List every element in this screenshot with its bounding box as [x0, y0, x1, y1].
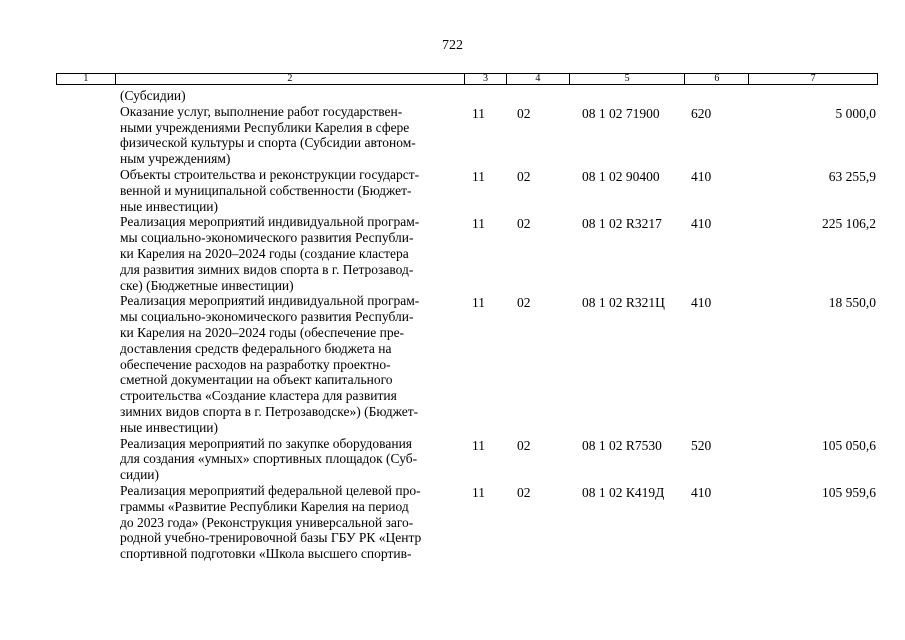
header-col-7: 7 — [810, 73, 816, 84]
row-subsection: 02 — [517, 168, 531, 184]
row-expense-type: 410 — [691, 168, 712, 184]
header-col-4: 4 — [507, 74, 570, 84]
row-section: 11 — [472, 484, 485, 500]
row-subsection: 02 — [517, 484, 531, 500]
row-subsection: 02 — [517, 295, 531, 311]
row-description: Реализация мероприятий индивидуальной програм- мы социально-экономического развития Республи- ки Карелия на 2020–2024 годы (обеспечение пре- доставления средств федерального бюджета на обеспечение расходов на разработку проектно- сметной документации на объект капитального строительства «Создание кластера для развития зимних видов спорта в г. Петрозаводске») (Бюджет- ные инвестиции) — [120, 293, 420, 435]
row-section: 11 — [472, 295, 485, 311]
row-section: 11 — [472, 437, 485, 453]
row-section: 11 — [472, 216, 485, 232]
row-amount: 5 000,0 — [835, 106, 876, 121]
row-expense-type: 520 — [691, 437, 712, 453]
row-target-code: 08 1 02 К419Д — [582, 484, 665, 500]
row-target-code: 08 1 02 R3217 — [582, 216, 662, 232]
row-description: Реализация мероприятий федеральной целевой про- граммы «Развитие Республики Карелия на период до 2023 года» (Реконструкция универсальной заго- родной учебно-тренировочной базы ГБУ РК «Центр спортивной подготовки «Школа высшего спортив- — [120, 482, 422, 562]
row-amount: 18 550,0 — [828, 295, 876, 311]
row-target-code: 08 1 02 R321Ц — [582, 295, 665, 311]
row-description: Реализация мероприятий индивидуальной програм- мы социально-экономического развития Республи- ки Карелия на 2020–2024 годы (создание кластера для развития зимних видов спорта в г. Петрозавод- ске) (Бюджетные инвестиции) — [120, 214, 420, 293]
page-number: 722 — [442, 38, 463, 53]
table-row — [0, 214, 905, 293]
table-row — [0, 483, 905, 562]
row-target-code: 08 1 02 R7530 — [582, 437, 662, 453]
row-amount: 225 106,2 — [822, 216, 876, 232]
header-col-1: 1 — [57, 74, 116, 84]
row-subsection: 02 — [517, 106, 531, 121]
row-description: Объекты строительства и реконструкции государст- венной и муниципальной собственности (Бюджет- ные инвестиции) — [120, 166, 420, 214]
row-description: (Субсидии) Оказание услуг, выполнение работ государствен- ными учреждениями Республики Карелия в сфере физической культуры и спорта (Субсидии автоном- ным учреждениям) — [120, 88, 416, 167]
header-col-3: 3 — [465, 74, 507, 84]
table-header — [56, 73, 878, 85]
row-expense-type: 410 — [691, 484, 712, 500]
table-row — [0, 293, 905, 435]
row-description: Реализация мероприятий по закупке оборудования для создания «умных» спортивных площадок (Суб- сидии) — [120, 435, 418, 483]
header-col-6: 6 — [685, 74, 749, 84]
table-row — [0, 167, 905, 214]
table-body — [0, 88, 905, 562]
row-expense-type: 410 — [691, 216, 712, 232]
row-subsection: 02 — [517, 437, 531, 453]
table-row — [0, 88, 905, 167]
row-amount: 63 255,9 — [828, 168, 876, 184]
row-section: 11 — [472, 106, 485, 121]
row-subsection: 02 — [517, 216, 531, 232]
row-expense-type: 410 — [691, 295, 712, 311]
row-amount: 105 959,6 — [822, 484, 876, 500]
row-expense-type: 620 — [691, 106, 712, 121]
table-row — [0, 436, 905, 483]
row-section: 11 — [472, 168, 485, 184]
header-col-2: 2 — [116, 74, 465, 84]
header-col-5: 5 — [570, 74, 686, 84]
row-amount: 105 050,6 — [822, 437, 876, 453]
row-target-code: 08 1 02 71900 — [582, 106, 660, 121]
row-target-code: 08 1 02 90400 — [582, 168, 660, 184]
